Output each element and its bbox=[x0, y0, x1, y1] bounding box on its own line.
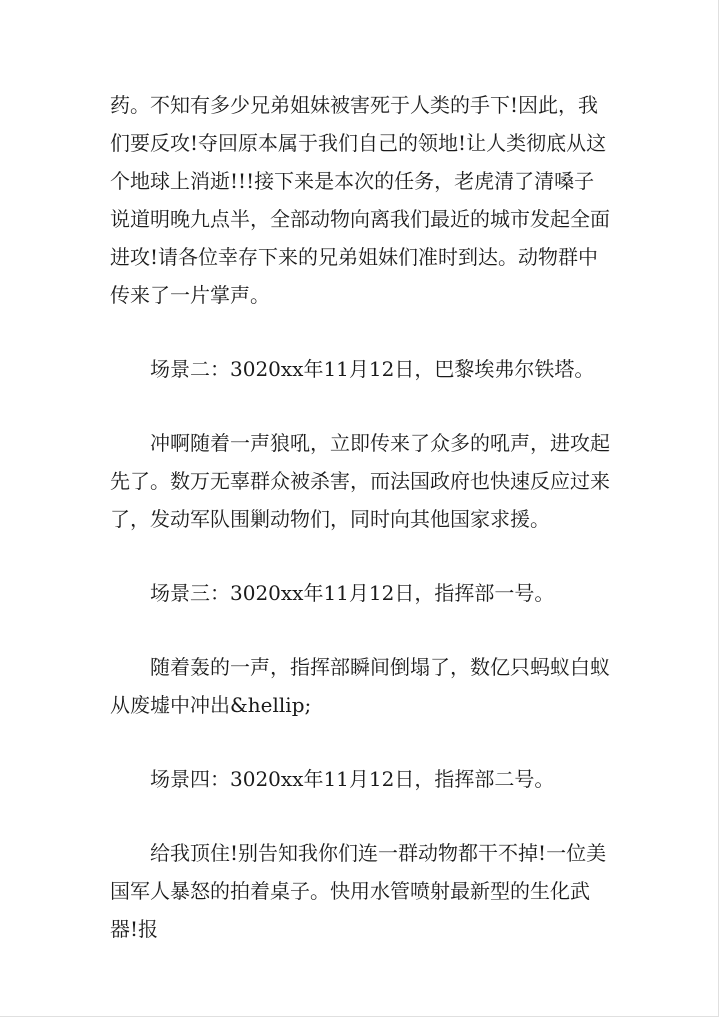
scene-four-text: 给我顶住!别告知我你们连一群动物都干不掉!一位美国军人暴怒的拍着桌子。快用水管喷射最新型的生化武器!报 bbox=[110, 841, 607, 941]
scene-two-heading: 场景二：3020xx年11月12日，巴黎埃弗尔铁塔。 bbox=[150, 357, 595, 381]
paragraph-intro: 药。不知有多少兄弟姐妹被害死于人类的手下!因此，我们要反攻!夺回原本属于我们自己的领地!让人类彻底从这个地球上消逝!!!接下来是本次的任务，老虎清了清嗓子说道明晚九点半，全部动物向离我们最近的城市发起全面进攻!请各位幸存下来的兄弟姐妹们准时到达。动物群中传来了一片掌声。 bbox=[110, 93, 610, 307]
scene-two-text: 冲啊随着一声狼吼，立即传来了众多的吼声，进攻起先了。数万无辜群众被杀害，而法国政府也快速反应过来了，发动军队围剿动物们，同时向其他国家求援。 bbox=[110, 431, 610, 531]
scene-three-heading: 场景三：3020xx年11月12日，指挥部一号。 bbox=[150, 581, 555, 605]
scene-four-heading: 场景四：3020xx年11月12日，指挥部二号。 bbox=[150, 767, 555, 791]
scene-three-text: 随着轰的一声，指挥部瞬间倒塌了，数亿只蚂蚁白蚁从废墟中冲出&hellip; bbox=[110, 655, 610, 717]
document-body bbox=[110, 86, 610, 948]
